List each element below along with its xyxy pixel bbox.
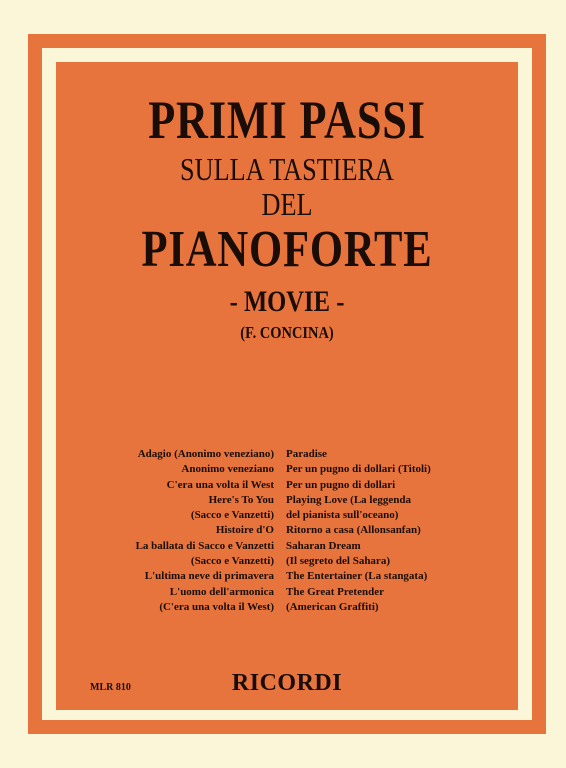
list-item: (Sacco e Vanzetti)	[190, 555, 274, 568]
list-item: Playing Love (La leggenda	[286, 493, 411, 506]
list-item: del pianista sull'oceano)	[286, 509, 399, 522]
publisher-name: RICORDI	[231, 670, 343, 696]
title-line-2: SULLA TASTIERA	[180, 151, 394, 187]
list-item: Per un pugno di dollari	[286, 478, 396, 491]
title-line-4: PIANOFORTE	[141, 221, 433, 278]
list-item: (C'era una volta il West)	[159, 600, 274, 613]
list-item: (Sacco e Vanzetti)	[190, 509, 274, 522]
frame-left-stripe	[28, 34, 42, 734]
list-item: (American Graffiti)	[286, 600, 379, 613]
title-line-3: DEL	[261, 186, 313, 222]
catalog-number: MLR 810	[90, 682, 131, 693]
list-item: Anonimo veneziano	[181, 463, 274, 476]
title-line-1: PRIMI PASSI	[148, 90, 426, 150]
author: (F. CONCINA)	[240, 323, 334, 342]
list-item: Paradise	[286, 448, 327, 460]
list-item: Saharan Dream	[286, 539, 361, 552]
list-item: L'uomo dell'armonica	[169, 585, 274, 598]
frame-bottom-stripe	[28, 720, 546, 734]
cover-panel	[56, 62, 518, 710]
list-item: L'ultima neve di primavera	[144, 570, 274, 583]
list-item: C'era una volta il West	[166, 478, 274, 491]
list-item: Histoire d'O	[215, 524, 274, 537]
list-item: Per un pugno di dollari (Titoli)	[286, 463, 431, 476]
list-item: The Entertainer (La stangata)	[286, 570, 428, 583]
list-item: La ballata di Sacco e Vanzetti	[135, 539, 274, 552]
list-item: Ritorno a casa (Allonsanfan)	[286, 524, 421, 537]
list-item: Here's To You	[208, 493, 274, 506]
frame-top-stripe	[28, 34, 546, 48]
contents-left-column	[56, 447, 274, 615]
list-item: (Il segreto del Sahara)	[286, 555, 390, 568]
contents-right-column	[286, 447, 516, 615]
list-item: The Great Pretender	[286, 585, 384, 598]
list-item: Adagio (Anonimo veneziano)	[137, 448, 274, 460]
frame-right-stripe	[532, 34, 546, 734]
title-block	[56, 92, 518, 344]
subtitle: - MOVIE -	[229, 285, 345, 318]
